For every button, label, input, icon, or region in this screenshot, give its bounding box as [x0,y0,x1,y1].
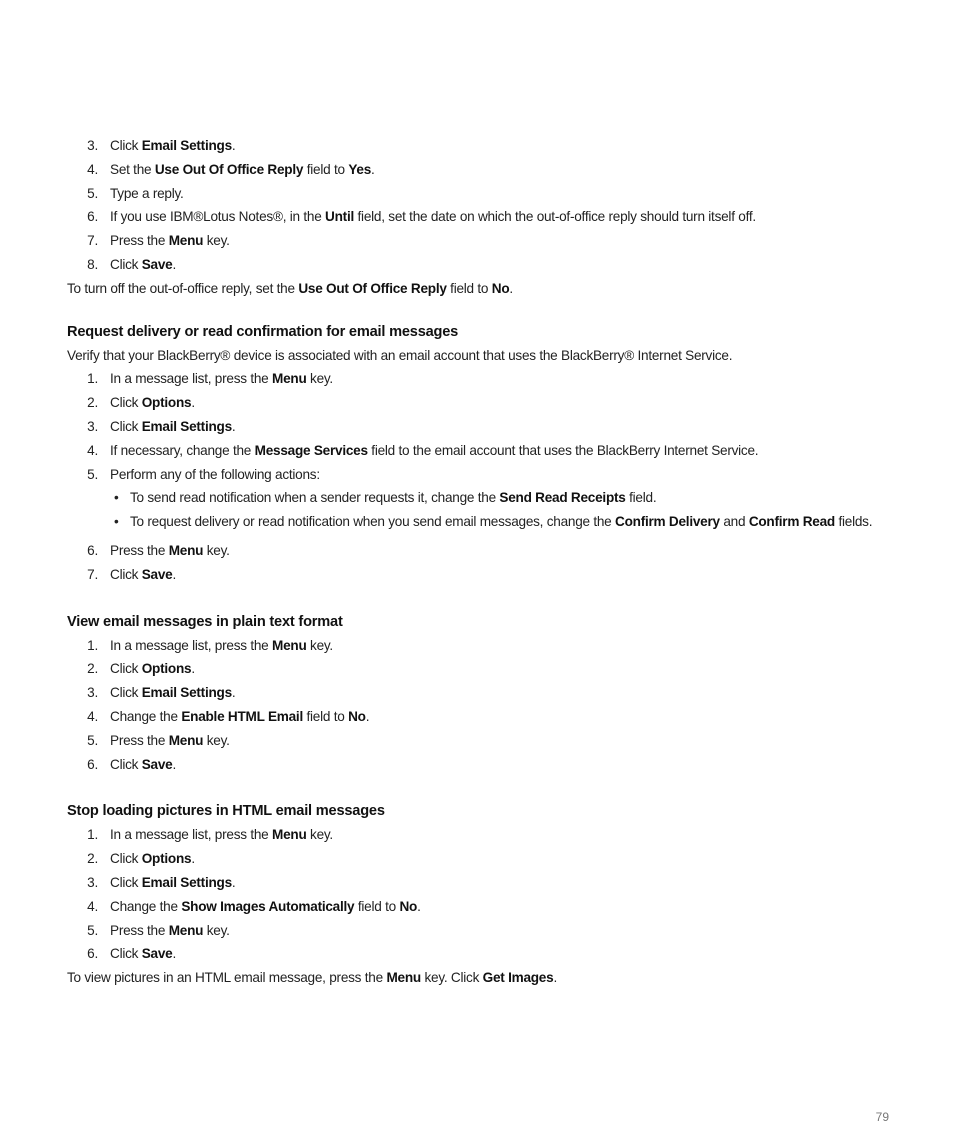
step-number: 3. [87,418,98,434]
step-number: 1. [87,827,98,843]
step-item [67,729,897,753]
text-run: . [191,851,195,867]
text-run: Click [110,874,142,890]
ui-term: Use Out Of Office Reply [298,280,447,296]
text-run: In a message list, press the [110,637,272,653]
confirmation-intro: Verify that your BlackBerry® device is associated with an email account that uses the BlackBerry® Internet Service. [67,347,733,363]
ui-term: Menu [168,233,204,249]
document-page [67,134,897,990]
text-run: In a message list, press the [110,827,272,843]
text-run: To send read notification when a sender requests it, change the [130,490,500,506]
step-item [67,681,897,705]
step-number: 5. [87,466,98,482]
ui-term: Enable HTML Email [181,708,303,724]
step-number: 5. [87,922,98,938]
text-run: and [719,514,749,530]
text-run: . [172,946,177,962]
text-run: key. [203,233,230,249]
text-run: Type a reply. [110,185,184,201]
step-item [67,158,897,182]
text-run: Click [110,566,142,582]
plain-text-steps [67,634,897,777]
text-run: key. [306,827,333,843]
ui-term: No [491,280,510,296]
ui-term: Email Settings [141,874,232,890]
text-run: . [231,685,236,701]
text-run: key. [306,371,333,387]
ui-term: Yes [348,161,371,177]
step-number: 2. [87,661,98,677]
text-run: Click [110,851,142,867]
ui-term: Email Settings [141,685,232,701]
step-number: 8. [87,256,98,272]
text-run: Click [110,418,142,434]
text-run: . [509,280,513,296]
ui-term: Get Images [482,970,554,986]
step-item [67,823,897,847]
text-run: field to [446,280,492,296]
step-item [67,253,897,277]
text-run: Perform any of the following actions: [110,466,320,482]
step-item [67,463,897,487]
step-item [67,134,897,158]
text-run: To turn off the out-of-office reply, set the [67,280,299,296]
oof-note [67,277,897,301]
text-run: In a message list, press the [110,371,272,387]
step-number: 4. [87,161,98,177]
ui-term: Menu [168,542,204,558]
confirmation-steps-b [67,539,897,587]
section-title-plain-text: View email messages in plain text format [67,613,343,630]
text-run: . [231,418,236,434]
bullet-item [67,510,897,534]
step-item [67,657,897,681]
text-run: . [231,874,236,890]
text-run: . [172,566,177,582]
text-run: Click [110,756,142,772]
step-number: 2. [87,395,98,411]
ui-term: Until [325,209,354,225]
ui-term: Message Services [254,442,368,458]
pictures-steps [67,823,897,966]
ui-term: Send Read Receipts [499,490,626,506]
text-run: Press the [110,233,169,249]
ui-term: Options [141,661,192,677]
step-item [67,415,897,439]
ui-term: Menu [272,827,307,843]
step-item [67,871,897,895]
bullet-icon: • [114,514,119,530]
text-run: Click [110,395,142,411]
step-item [67,205,897,229]
ui-term: Menu [272,371,307,387]
step-number: 3. [87,138,98,153]
text-run: Press the [110,542,169,558]
step-item [67,705,897,729]
ui-term: Email Settings [141,138,232,153]
step-number: 5. [87,732,98,748]
text-run: . [191,661,195,677]
section-title-confirmation: Request delivery or read confirmation for email messages [67,323,459,340]
text-run: If you use IBM®Lotus Notes®, in the [110,209,326,225]
text-run: key. Click [420,970,483,986]
text-run: . [371,161,375,177]
text-run: field to [302,708,349,724]
text-run: To request delivery or read notification when you send email messages, change the [130,514,616,530]
text-run: Click [110,661,142,677]
text-run: field to [303,161,349,177]
pictures-note [67,966,897,990]
step-number: 2. [87,851,98,867]
step-number: 4. [87,898,98,914]
text-run: . [553,970,557,986]
bullet-icon: • [114,490,119,506]
text-run: Click [110,946,142,962]
step-number: 6. [87,946,98,962]
text-run: Press the [110,732,169,748]
text-run: Click [110,685,142,701]
text-run: . [365,708,370,724]
step-number: 1. [87,371,98,387]
step-number: 4. [87,442,98,458]
step-number: 5. [87,185,98,201]
text-run: . [172,256,177,272]
ui-term: Options [141,851,192,867]
ui-term: Email Settings [141,418,232,434]
step-item [67,439,897,463]
step-item [67,563,897,587]
text-run: To view pictures in an HTML email message, press the [67,970,387,986]
ui-term: Menu [168,732,204,748]
step-number: 4. [87,708,98,724]
step-item [67,753,897,777]
text-run: . [417,898,421,914]
step-item [67,229,897,253]
ui-term: Show Images Automatically [181,898,355,914]
bullet-item [67,486,897,510]
step-item [67,895,897,919]
step-item [67,539,897,563]
text-run: Click [110,138,142,153]
text-run: Change the [110,898,182,914]
ui-term: No [348,708,366,724]
confirmation-bullets [67,486,897,539]
ui-term: Menu [386,970,421,986]
text-run: field, set the date on which the out-of-office reply should turn itself off. [354,209,756,225]
step-number: 6. [87,209,98,225]
step-item [67,391,897,415]
text-run: key. [203,922,230,938]
step-item [67,182,897,206]
ui-term: Save [141,756,173,772]
text-run: Click [110,256,142,272]
ui-term: Menu [272,637,307,653]
step-item [67,919,897,943]
text-run: key. [203,732,230,748]
step-number: 7. [87,566,98,582]
text-run: Change the [110,708,182,724]
ui-term: Save [141,946,173,962]
text-run: fields. [834,514,873,530]
step-number: 6. [87,756,98,772]
text-run: Set the [110,161,155,177]
ui-term: Use Out Of Office Reply [154,161,304,177]
text-run: field. [625,490,657,506]
text-run: field to [354,898,400,914]
ui-term: Confirm Read [748,514,835,530]
ui-term: Options [141,395,192,411]
text-run: If necessary, change the [110,442,255,458]
ui-term: Save [141,256,173,272]
text-run: key. [306,637,333,653]
step-item [67,942,897,966]
text-run: Press the [110,922,169,938]
step-item [67,367,897,391]
text-run: . [231,138,236,153]
text-run: . [172,756,177,772]
step-number: 3. [87,874,98,890]
ui-term: Confirm Delivery [615,514,720,530]
step-item [67,634,897,658]
page-number: 79 [875,1110,889,1124]
step-number: 3. [87,685,98,701]
ui-term: No [399,898,418,914]
text-run: key. [203,542,230,558]
ui-term: Save [141,566,173,582]
step-number: 1. [87,637,98,653]
step-number: 6. [87,542,98,558]
step-number: 7. [87,233,98,249]
confirmation-steps-a [67,367,897,486]
step-item [67,847,897,871]
oof-steps [67,134,897,277]
section-title-pictures: Stop loading pictures in HTML email messages [67,803,385,820]
text-run: field to the email account that uses the BlackBerry Internet Service. [367,442,759,458]
ui-term: Menu [168,922,204,938]
text-run: . [191,395,195,411]
